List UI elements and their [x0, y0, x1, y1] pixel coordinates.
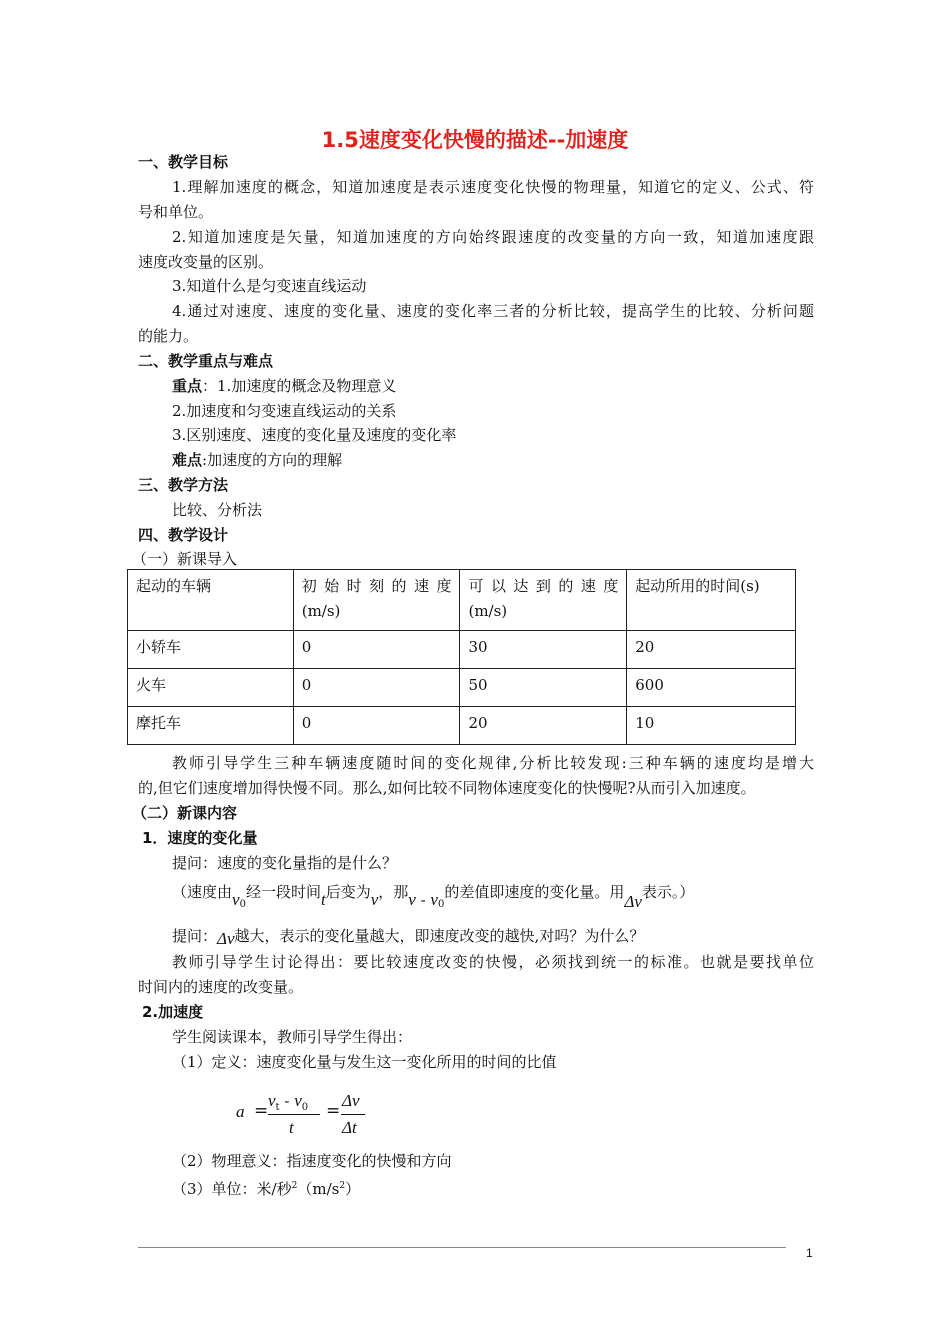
subsection-new-content: （二）新课内容	[132, 804, 238, 822]
intro-paragraph-cont: 的,但它们速度增加得快慢不同。那么,如何比较不同物体速度变化的快慢呢?从而引入加速度。	[138, 779, 756, 797]
table-header-cell: 起动所用的时间(s)	[627, 570, 796, 631]
unit: （3）单位：米/秒$^2(m/s^2)$	[172, 1180, 361, 1198]
question-2: 提问：Δv越大，表示的变化量越大，即速度改变的越快,对吗？为什么？	[172, 927, 645, 948]
page-title: 1.5速度变化快慢的描述--加速度	[321, 128, 629, 152]
formula-a: a	[236, 1102, 245, 1121]
formula-equals-2: =	[326, 1101, 341, 1121]
objective-1-cont: 号和单位。	[138, 203, 214, 221]
table-cell: 小轿车	[128, 631, 294, 669]
table-cell: 20	[627, 631, 796, 669]
section-heading-objectives: 一、教学目标	[138, 153, 229, 171]
definition: （1）定义：速度变化量与发生这一变化所用的时间的比值	[172, 1053, 557, 1071]
table-cell: 10	[627, 707, 796, 745]
formula-denominator-2: Δt	[342, 1118, 357, 1137]
table-cell: 600	[627, 669, 796, 707]
objective-2: 2.知道加速度是矢量，知道加速度的方向始终跟速度的改变量的方向一致，知道加速度跟	[172, 228, 814, 246]
objective-4-cont: 的能力。	[138, 327, 199, 345]
table-cell: 0	[293, 631, 460, 669]
objective-1: 1.理解加速度的概念，知道加速度是表示速度变化快慢的物理量，知道它的定义、公式、符	[172, 178, 814, 196]
table-header-cell: 起动的车辆	[128, 570, 294, 631]
formula-equals: =	[254, 1101, 269, 1121]
table-header-cell: 可以达到的速度 (m/s)	[460, 570, 627, 631]
fraction-bar	[268, 1114, 320, 1115]
footer-rule	[138, 1247, 786, 1248]
topic-velocity-change: 1．速度的变化量	[142, 829, 258, 847]
physical-meaning: （2）物理意义：指速度变化的快慢和方向	[172, 1152, 452, 1170]
difficulty: 难点:加速度的方向的理解	[172, 451, 343, 469]
formula-numerator-2: Δv	[342, 1091, 360, 1110]
key-point-1: 重点：1.加速度的概念及物理意义	[172, 377, 397, 395]
fraction-bar-2	[341, 1114, 365, 1115]
formula-denominator: t	[289, 1118, 294, 1137]
vehicle-table	[127, 569, 796, 745]
section-heading-key-points: 二、教学重点与难点	[138, 352, 274, 370]
table-cell: 50	[460, 669, 627, 707]
reading-instruction: 学生阅读课本，教师引导学生得出：	[172, 1028, 413, 1046]
methods-text: 比较、分析法	[172, 501, 263, 519]
objective-3: 3.知道什么是匀变速直线运动	[172, 277, 367, 295]
question-1: 提问：速度的变化量指的是什么？	[172, 854, 398, 872]
section-heading-design: 四、教学设计	[138, 526, 229, 544]
table-row	[128, 669, 796, 707]
table-header-cell: 初始时刻的速度 (m/s)	[293, 570, 460, 631]
key-point-3: 3.区别速度、速度的变化量及速度的变化率	[172, 426, 457, 444]
table-cell: 0	[293, 669, 460, 707]
table-cell: 30	[460, 631, 627, 669]
table-row	[128, 631, 796, 669]
objective-2-cont: 速度改变量的区别。	[138, 253, 274, 271]
discussion-cont: 时间内的速度的改变量。	[138, 978, 304, 996]
section-heading-methods: 三、教学方法	[138, 476, 229, 494]
key-point-2: 2.加速度和匀变速直线运动的关系	[172, 402, 397, 420]
page-number: 1	[806, 1246, 813, 1260]
table-cell: 0	[293, 707, 460, 745]
subsection-intro: （一）新课导入	[132, 550, 238, 568]
intro-paragraph: 教师引导学生三种车辆速度随时间的变化规律,分析比较发现:三种车辆的速度均是增大	[172, 754, 814, 772]
table-cell: 火车	[128, 669, 294, 707]
topic-acceleration: 2.加速度	[142, 1003, 204, 1021]
discussion: 教师引导学生讨论得出：要比较速度改变的快慢，必须找到统一的标准。也就是要找单位	[172, 953, 814, 971]
velocity-change-explanation: （速度由$v_0$经一段时间t后变为v，那v - $v_0$的差值即速度的变化量。用Δv表示。）	[172, 883, 695, 911]
table-cell: 摩托车	[128, 707, 294, 745]
objective-4: 4.通过对速度、速度的变化量、速度的变化率三者的分析比较，提高学生的比较、分析问题	[172, 302, 814, 320]
table-header-row	[128, 570, 796, 631]
table-row	[128, 707, 796, 745]
formula-numerator: $v_t - v_0$	[268, 1091, 309, 1113]
table-cell: 20	[460, 707, 627, 745]
